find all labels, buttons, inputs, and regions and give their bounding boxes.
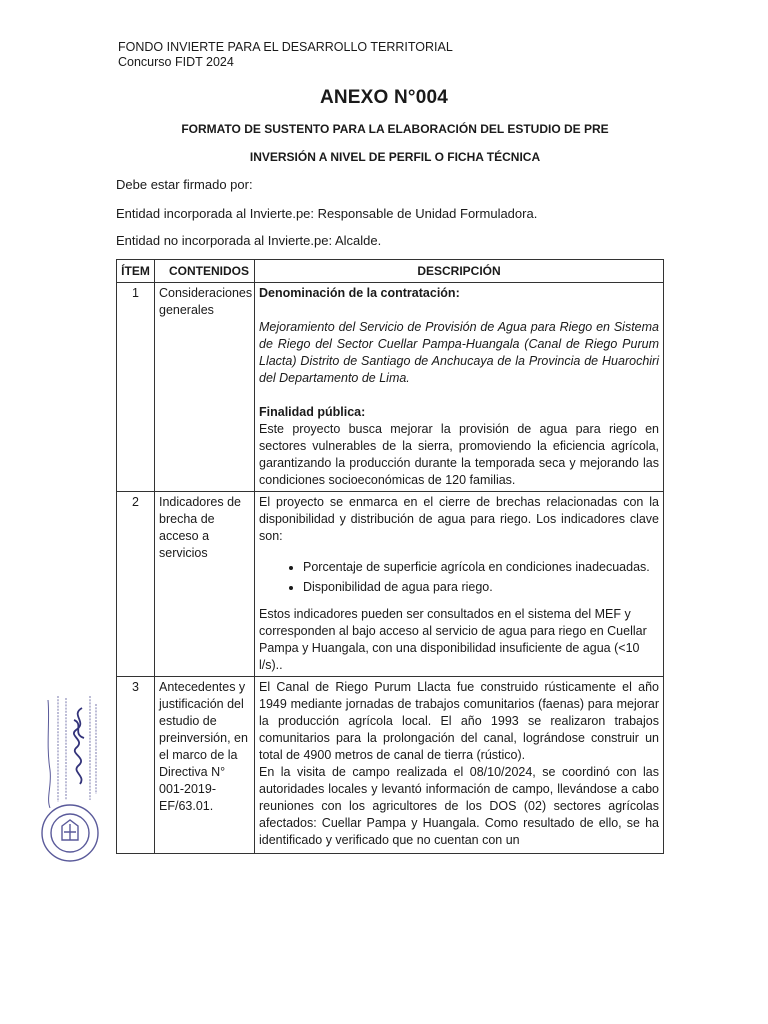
row-2-contents: Indicadores de brecha de acceso a servicios <box>155 492 255 677</box>
header-line-1: FONDO INVIERTE PARA EL DESARROLLO TERRITORIAL <box>118 40 453 54</box>
indicators-closing: Estos indicadores pueden ser consultados en el sistema del MEF y corresponden al bajo acceso al servicio de agua para riego en Cuellar Pampa y Huangala, con una disponibilidad insuficiente de agua (<10 l/s).. <box>259 607 647 672</box>
row-1-contents: Consideraciones generales <box>155 283 255 492</box>
official-stamp <box>30 690 102 870</box>
denomination-label: Denominación de la contratación: <box>259 286 460 300</box>
background-para-2: En la visita de campo realizada el 08/10/2024, se coordinó con las autoridades locales y levantó información de campo, llevándose a cabo reuniones con los agricultores de los DOS (02) sectores agrícolas afectados: Cuellar Pampa y Huangala. Como resultado de ello, se ha identificado y verificado que no cuentan con un <box>259 765 659 847</box>
subtitle-line-2: INVERSIÓN A NIVEL DE PERFIL O FICHA TÉCNICA <box>249 150 541 164</box>
row-3-contents: Antecedentes y justificación del estudio de preinversión, en el marco de la Directiva N° 001-2019-EF/63.01. <box>155 677 255 854</box>
table-row <box>117 677 664 854</box>
row-1-item: 1 <box>117 283 155 492</box>
row-2-item: 2 <box>117 492 155 677</box>
document-header <box>118 40 453 70</box>
table-header-row <box>117 260 664 283</box>
indicators-intro: El proyecto se enmarca en el cierre de brechas relacionadas con la disponibilidad y distribución de agua para riego. Los indicadores clave son: <box>259 495 659 543</box>
table-row <box>117 283 664 492</box>
header-contents: CONTENIDOS <box>155 260 255 283</box>
purpose-label: Finalidad pública: <box>259 405 366 419</box>
header-item: ÍTEM <box>117 260 155 283</box>
signed-by-text: Debe estar firmado por: <box>116 177 253 192</box>
handwritten-signature <box>74 708 84 784</box>
header-description: DESCRIPCIÓN <box>255 260 664 283</box>
row-1-description <box>255 283 664 492</box>
table-row <box>117 492 664 677</box>
header-line-2: Concurso FIDT 2024 <box>118 55 234 69</box>
denomination-text: Mejoramiento del Servicio de Provisión de Agua para Riego en Sistema de Riego del Sector Cuellar Pampa-Huangala (Canal de Riego Purum Llacta) Distrito de Santiago de Anchucaya de la Provincia de Huarochiri del Departamento de Lima. <box>259 320 659 385</box>
row-2-description <box>255 492 664 677</box>
subtitle-line-1: FORMATO DE SUSTENTO PARA LA ELABORACIÓN DEL ESTUDIO DE PRE <box>181 122 609 136</box>
row-3-item: 3 <box>117 677 155 854</box>
stamp-graphic <box>30 690 102 870</box>
page-title: ANEXO N°004 <box>319 87 449 108</box>
list-item: • Porcentaje de superficie agrícola en condiciones inadecuadas. <box>303 559 659 576</box>
row-3-description <box>255 677 664 854</box>
indicators-list <box>259 559 659 596</box>
list-item: • Disponibilidad de agua para riego. <box>303 579 659 596</box>
purpose-text: Este proyecto busca mejorar la provisión de agua para riego en sectores vulnerables de la sierra, promoviendo la eficiencia agrícola, garantizando la producción durante la temporada seca y mejorando las condiciones socioeconómicas de 120 familias. <box>259 422 659 487</box>
content-table <box>116 259 664 854</box>
background-para-1: El Canal de Riego Purum Llacta fue construido rústicamente el año 1949 mediante jornadas de trabajos comunitarios (faenas) para mejorar la producción agrícola local. El año 1993 se realizaron trabajos comunitarios para la prolongación del canal, lográndose construir un total de 4900 metros de canal de tierra (rústico). <box>259 680 659 762</box>
incorporated-entity-text: Entidad incorporada al Invierte.pe: Responsable de Unidad Formuladora. <box>116 206 538 221</box>
not-incorporated-entity-text: Entidad no incorporada al Invierte.pe: Alcalde. <box>116 233 382 248</box>
